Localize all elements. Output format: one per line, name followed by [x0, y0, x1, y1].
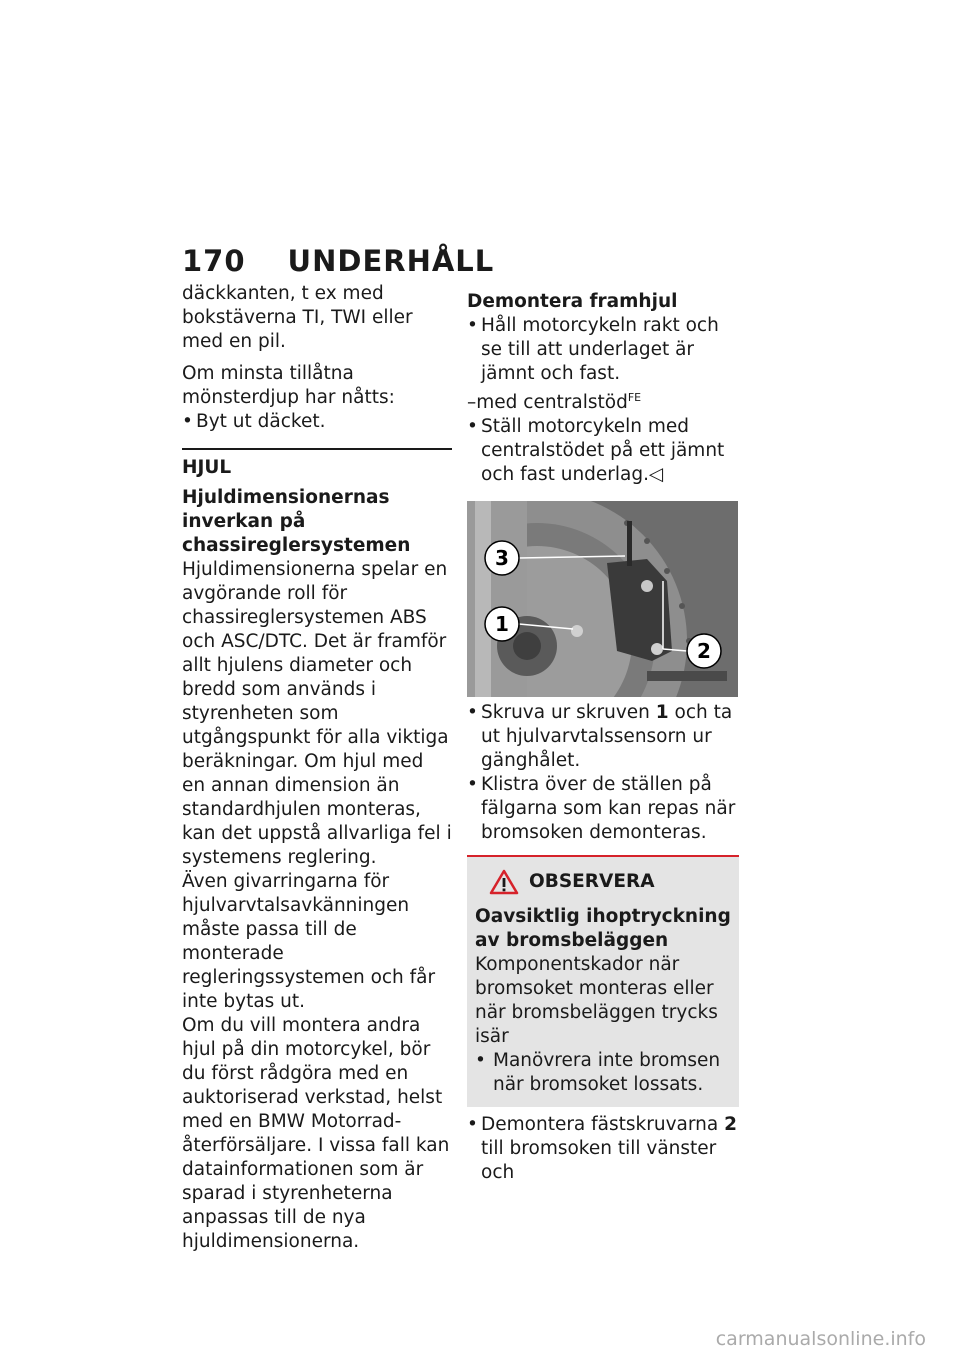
notice-title: [489, 869, 731, 895]
sensor-bolt: [571, 625, 583, 637]
notice-heading: Oavsiktlig ihoptryckning av bromsbeläggen: [475, 906, 731, 952]
paragraph-dimensions: Hjuldimensionerna spelar en avgörande roll för chassireglersystemen ABS och ASC/DTC. Det är framför allt hjulens diameter och bredd som används i styrenheten som utgångspunkt för alla viktiga beräkningar. Om hjul med en annan dimension än standardhjulen monteras, kan det uppstå allvarliga fel i systemens reglering.: [182, 559, 452, 868]
watermark: carmanualsonline.info: [715, 1328, 926, 1350]
notice-label: OBSERVERA: [529, 871, 655, 893]
brake-caliper-figure: [467, 501, 738, 697]
step-centerstand: • Ställ motorcykeln med centralstödet på ett jämnt och fast underlag.◁: [467, 415, 739, 487]
subheading: Hjuldimensionernas inverkan på chassireglersystemen: [182, 487, 411, 556]
paragraph-other-wheels: Om du vill montera andra hjul på din motorcykel, bör du först rådgöra med en auktoriserad verkstad, helst med en BMW Motorrad-återförsäljare. I vissa fall kan datainformationen som är sparad i styrenheterna anpassas till de nya hjuldimensionerna.: [182, 1015, 450, 1252]
step-cover-rims: • Klistra över de ställen på fälgarna som kan repas när bromsoken demonteras.: [467, 773, 739, 845]
callout-3-label: 3: [495, 546, 509, 571]
min-depth-text: Om minsta tillåtna mönsterdjup har nåtts:: [182, 363, 395, 408]
fe-superscript: FE: [627, 391, 642, 404]
callout-1-label: 1: [495, 612, 509, 637]
ref-number-1: 1: [655, 702, 669, 724]
brake-line: [627, 521, 632, 566]
intro-text: däckkanten, t ex med bokstäverna TI, TWI eller med en pil.: [182, 283, 413, 352]
left-column: [182, 282, 452, 1254]
page-title: UNDERHÅLL: [287, 244, 495, 278]
callout-3: [485, 541, 519, 575]
step-hold-bike: • Håll motorcykeln rakt och se till att underlaget är jämnt och fast.: [467, 314, 739, 386]
page-header: [182, 244, 494, 278]
callout-1: [485, 607, 519, 641]
callout-2-label: 2: [697, 639, 711, 664]
paragraph-sensor-rings: Även givarringarna för hjulvarvtalsavkänningen måste passa till de monterade regleringssystemen och får inte bytas ut.: [182, 871, 436, 1012]
end-mark-icon: ◁: [649, 464, 664, 486]
notice-box: [467, 855, 739, 1107]
notice-text: Komponentskador när bromsoket monteras eller när bromsbeläggen trycks isär: [475, 954, 718, 1048]
replace-tire-bullet: • Byt ut däcket.: [182, 410, 452, 434]
section-divider: [182, 448, 452, 450]
condition-centerstand: –med centralstöd$^{FE}$: [467, 391, 642, 414]
notice-bullet: • Manövrera inte bromsen när bromsoket lossats.: [475, 1049, 731, 1097]
step-remove-sensor: • Skruva ur skruven 1 och ta ut hjulvarvtalssensorn ur gänghålet.: [467, 701, 739, 773]
caliper-bolt: [651, 643, 663, 655]
page-number: 170: [182, 244, 246, 278]
step-remove-caliper-bolts: • Demontera fästskruvarna 2 till bromsoken till vänster och: [467, 1113, 739, 1185]
callout-2: [687, 634, 721, 668]
warning-triangle-icon: [489, 869, 519, 895]
ref-number-2: 2: [724, 1114, 737, 1136]
section-heading: HJUL: [182, 457, 232, 478]
procedure-heading: Demontera framhjul: [467, 291, 678, 312]
right-column: [467, 290, 739, 1185]
